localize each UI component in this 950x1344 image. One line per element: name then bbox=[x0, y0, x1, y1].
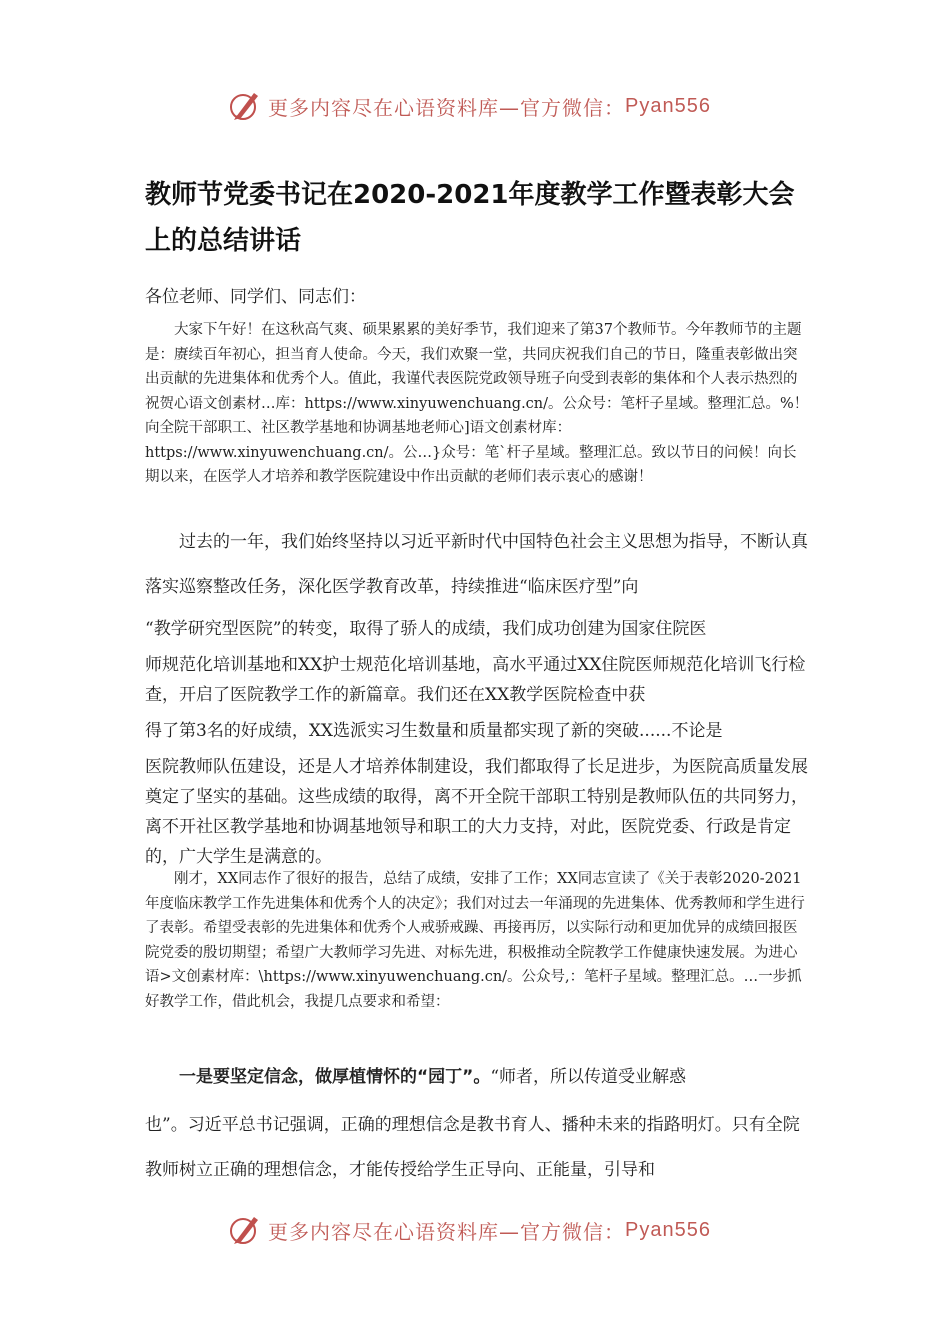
greeting: 各位老师、同学们、同志们： bbox=[145, 287, 366, 307]
paragraph-4-quote: “师者，所以传道受业解惑 bbox=[490, 1067, 687, 1087]
paragraph-2c: 师规范化培训基地和XX护士规范化培训基地，高水平通过XX住院医师规范化培训飞行检查，开启了医院教学工作的新篇章。我们还在XX教学医院检查中获 bbox=[145, 655, 806, 705]
paragraph-2d: 得了第3名的好成绩，XX选派实习生数量和质量都实现了新的突破......不论是 bbox=[145, 721, 723, 741]
footer-banner bbox=[228, 1210, 728, 1250]
paragraph-2e: 医院教师队伍建设，还是人才培养体制建设，我们都取得了长足进步，为医院高质量发展奠定了坚实的基础。这些成绩的取得，离不开全院干部职工特别是教师队伍的共同努力，离不开社区教学基地和协调基地领导和职工的大力支持，对此，医院党委、行政是肯定的，广大学生是满意的。 bbox=[145, 757, 808, 867]
paragraph-1: 大家下午好！在这秋高气爽、硕果累累的美好季节，我们迎来了第37个教师节。今年教师节的主题是：赓续百年初心，担当育人使命。今天，我们欢聚一堂，共同庆祝我们自己的节日，隆重表彰做出突出贡献的先进集体和优秀个人。值此，我谨代表医院党政领导班子向受到表彰的集体和个人表示热烈的祝贺心语文创素材…库：https://www.xinyuwenchuang.cn/。公众号：笔杆子星域。整理汇总。%！向全院干部职工、社区教学基地和协调基地老师心]语文创素材库：https://www.xinyuwenchuang.cn/。公…}众号：笔`杆子星域。整理汇总。致以节日的问候！向长期以来，在医学人才培养和教学医院建设中作出贡献的老师们表示衷心的感谢！ bbox=[145, 322, 809, 485]
pen-logo-icon bbox=[228, 89, 262, 123]
paragraph-3: 刚才，XX同志作了很好的报告，总结了成绩，安排了工作；XX同志宣读了《关于表彰2020-2021年度临床教学工作先进集体和优秀个人的决定》；我们对过去一年涌现的先进集体、优秀教师和学生进行了表彰。希望受表彰的先进集体和优秀个人戒骄戒躁、再接再厉，以实际行动和更加优异的成绩回报医院党委的殷切期望；希望广大教师学习先进、对标先进，积极推动全院教学工作健康快速发展。为进心语>文创素材库：\https://www.xinyuwenchuang.cn/。公众号,：笔杆子星域。整理汇总。…一步抓好教学工作，借此机会，我提几点要求和希望： bbox=[145, 871, 805, 1010]
pen-logo-icon bbox=[228, 1213, 262, 1247]
banner-text: 更多内容尽在心语资料库—官方微信： bbox=[268, 1219, 625, 1244]
paragraph-4-heading: 一是要坚定信念，做厚植情怀的“园丁”。 bbox=[179, 1067, 491, 1087]
paragraph-2a: 过去的一年，我们始终坚持以习近平新时代中国特色社会主义思想为指导，不断认真落实巡察整改任务，深化医学教育改革，持续推进“临床医疗型”向 bbox=[145, 532, 808, 597]
paragraph-2b: “教学研究型医院”的转变，取得了骄人的成绩，我们成功创建为国家住院医 bbox=[145, 619, 707, 639]
paragraph-4a bbox=[145, 1062, 810, 1092]
banner-text: 更多内容尽在心语资料库—官方微信： bbox=[268, 95, 625, 120]
paragraph-4b: 也”。习近平总书记强调，正确的理想信念是教书育人、播种未来的指路明灯。只有全院教师树立正确的理想信念，才能传授给学生正导向、正能量，引导和 bbox=[145, 1115, 800, 1180]
document-title: 教师节党委书记在2020-2021年度教学工作暨表彰大会上的总结讲话 bbox=[145, 180, 795, 256]
banner-wechat-id: Pyan556 bbox=[625, 94, 711, 117]
banner-wechat-id: Pyan556 bbox=[625, 1218, 711, 1241]
header-banner bbox=[228, 86, 728, 126]
